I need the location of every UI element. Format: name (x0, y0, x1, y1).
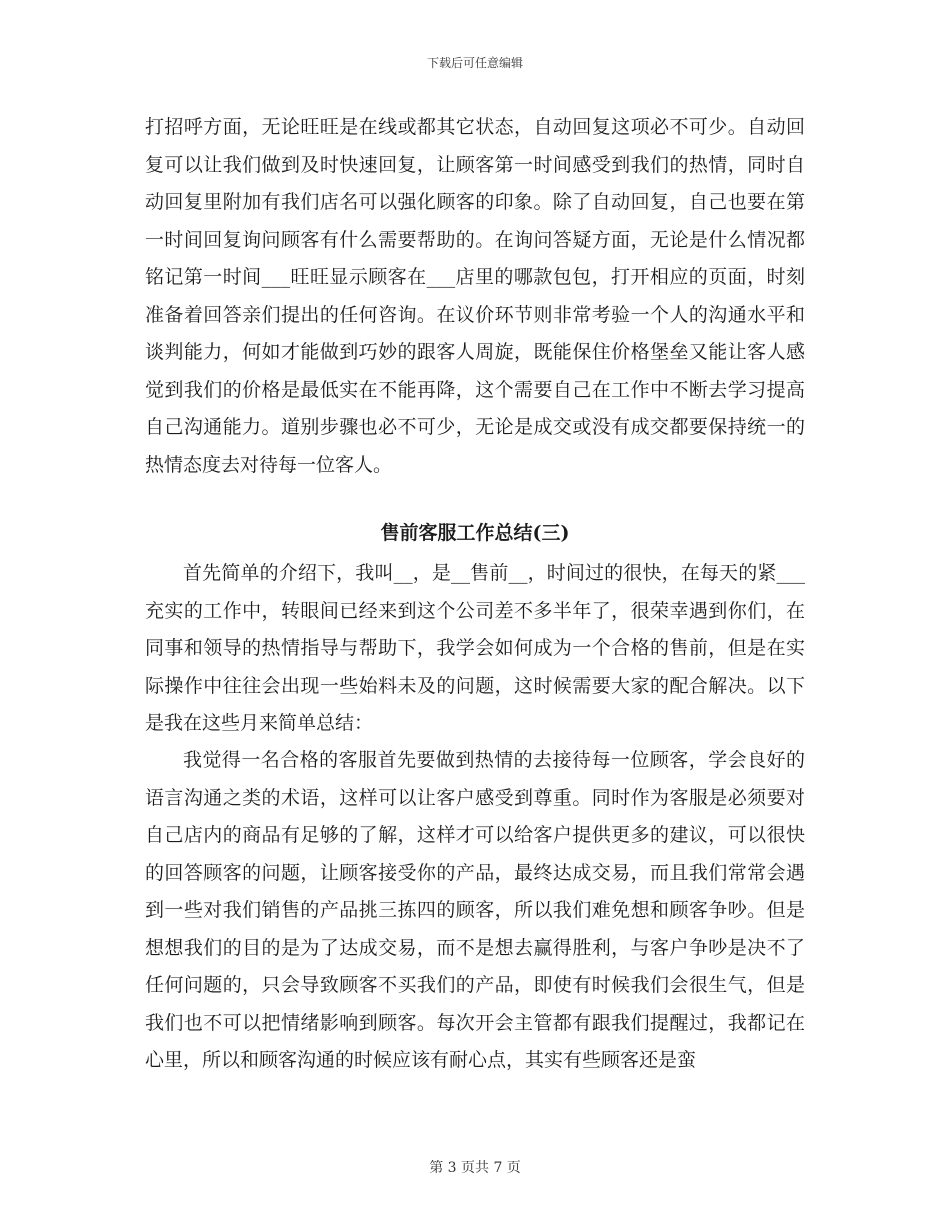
paragraph-introduction: 首先简单的介绍下，我叫__，是__售前__，时间过的很快，在每天的紧___充实的工作中，转眼间已经来到这个公司差不多半年了，很荣幸遇到你们，在同事和领导的热情指导与帮助下，我学会如何成为一个合格的售前，但是在实际操作中往往会出现一些始料未及的问题，这时候需要大家的配合解决。以下是我在这些月来简单总结： (145, 562, 805, 734)
section-title: 售前客服工作总结(三) (380, 522, 570, 544)
page-number: 第 3 页共 7 页 (429, 1160, 521, 1176)
page-header: 下载后可任意编辑 (426, 56, 523, 70)
paragraph-greeting-and-reply: 打招呼方面，无论旺旺是在线或都其它状态，自动回复这项必不可少。自动回复可以让我们做到及时快速回复，让顾客第一时间感受到我们的热情，同时自动回复里附加有我们店名可以强化顾客的印象。除了自动回复，自己也要在第一时间回复询问顾客有什么需要帮助的。在询问答疑方面，无论是什么情况都铭记第一时间___旺旺显示顾客在___店里的哪款包包，打开相应的页面，时刻准备着回答亲们提出的任何咨询。在议价环节则非常考验一个人的沟通水平和谈判能力，何如才能做到巧妙的跟客人周旋，既能保住价格堡垒又能让客人感觉到我们的价格是最低实在不能再降，这个需要自己在工作中不断去学习提高自己沟通能力。道别步骤也必不可少，无论是成交或没有成交都要保持统一的热情态度去对待每一位客人。 (145, 116, 805, 476)
paragraph-customer-service: 我觉得一名合格的客服首先要做到热情的去接待每一位顾客，学会良好的语言沟通之类的术语，这样可以让客户感受到尊重。同时作为客服是必须要对自己店内的商品有足够的了解，这样才可以给客户提供更多的建议，可以很快的回答顾客的问题，让顾客接受你的产品，最终达成交易，而且我们常常会遇到一些对我们销售的产品挑三拣四的顾客，所以我们难免想和顾客争吵。但是想想我们的目的是为了达成交易，而不是想去赢得胜利，与客户争吵是决不了任何问题的，只会导致顾客不买我们的产品，即使有时候我们会很生气，但是我们也不可以把情绪影响到顾客。每次开会主管都有跟我们提醒过，我都记在心里，所以和顾客沟通的时候应该有耐心点，其实有些顾客还是蛮 (145, 749, 805, 1071)
